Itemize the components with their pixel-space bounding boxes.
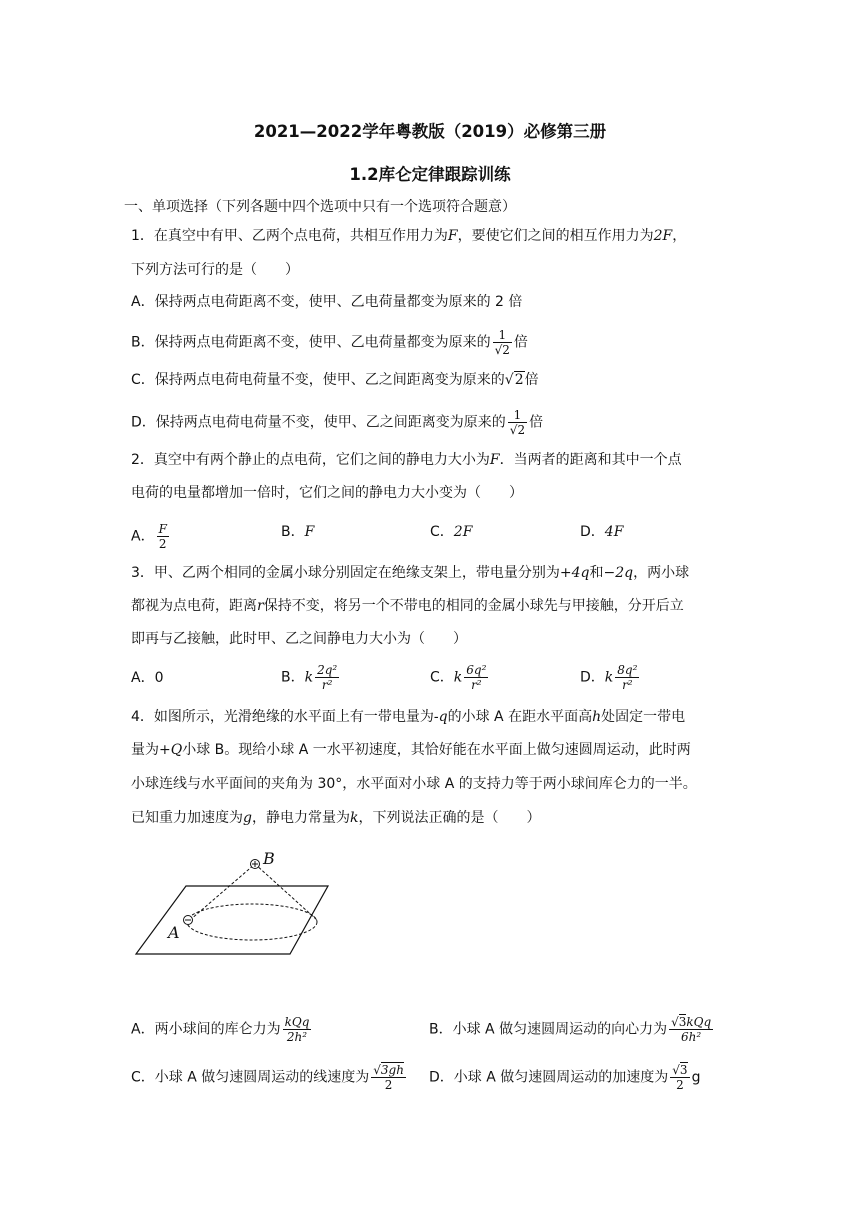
q2-option-a[interactable]: A． $\frac{F}{2}$: [131, 522, 167, 551]
fraction: $\frac{\text{2q²}}{\text{r²}}$: [317, 663, 338, 692]
q2-stem-line1: 2．真空中有两个静止的点电荷，它们之间的静电力大小为F．当两者的距离和其中一个点: [131, 452, 682, 468]
document-title: 2021—2022学年粤教版（2019）必修第三册: [253, 122, 607, 141]
physics-diagram: [128, 846, 338, 958]
q1-option-b[interactable]: B．保持两点电荷距离不变，使甲、乙电荷量都变为原来的 $\frac{1}{√2}$ 倍: [131, 328, 528, 357]
fraction: $\frac{F}{2}$: [158, 522, 167, 551]
q4-option-c[interactable]: C．小球 A 做匀速圆周运动的线速度为 $\frac{√3gh}{2}$: [131, 1063, 404, 1092]
q4-stem-line2: 量为+Q小球 B。现给小球 A 一水平初速度，其恰好能在水平面上做匀速圆周运动，此时两: [131, 742, 691, 758]
fraction: $\frac{√3gh}{2}$: [373, 1063, 404, 1092]
q2-option-c[interactable]: C．2F: [430, 524, 473, 540]
square-root: √2: [504, 372, 524, 388]
q4-option-d[interactable]: D．小球 A 做匀速圆周运动的加速度为 $\frac{√3}{2}$ g: [429, 1063, 701, 1092]
circular-path: [187, 904, 317, 940]
q4-option-b[interactable]: B．小球 A 做匀速圆周运动的向心力为 $\frac{\text{√3kQq}}{\text{6h²}}$: [429, 1015, 712, 1044]
fraction: $\frac{\text{kQq}}{\text{2h²}}$: [284, 1015, 310, 1044]
document-subtitle: 1.2库仑定律跟踪训练: [349, 165, 511, 184]
dashed-line-a: [190, 864, 255, 920]
fraction: $\frac{\text{√3kQq}}{\text{6h²}}$: [671, 1015, 712, 1044]
q1-option-c[interactable]: C．保持两点电荷电荷量不变，使甲、乙之间距离变为原来的√2倍: [131, 372, 539, 388]
horizontal-plane: [136, 886, 328, 954]
q4-stem-line1: 4．如图所示，光滑绝缘的水平面上有一带电量为-q的小球 A 在距水平面高h处固定一带电: [131, 709, 686, 725]
q1-stem-line2: 下列方法可行的是（ ）: [131, 262, 299, 278]
q3-option-a[interactable]: A．0: [131, 670, 164, 686]
fraction: $\frac{\text{6q²}}{\text{r²}}$: [466, 663, 487, 692]
dashed-line-b: [255, 864, 317, 920]
q2-option-b[interactable]: B．F: [281, 524, 315, 540]
q2-stem-line2: 电荷的电量都增加一倍时，它们之间的静电力大小变为（ ）: [131, 485, 523, 501]
q4-option-a[interactable]: A．两小球间的库仑力为 $\frac{\text{kQq}}{\text{2h²}}$: [131, 1015, 310, 1044]
label-a: A: [168, 923, 180, 942]
q3-option-d[interactable]: D．k $\frac{\text{8q²}}{\text{r²}}$: [580, 663, 638, 692]
fraction: $\frac{1}{√2}$: [494, 328, 510, 357]
q3-stem-line3: 即再与乙接触，此时甲、乙之间静电力大小为（ ）: [131, 631, 467, 647]
label-b: B: [263, 849, 275, 868]
q1-stem-line1: 1．在真空中有甲、乙两个点电荷，共相互作用力为F，要使它们之间的相互作用力为2F，: [131, 228, 687, 244]
section-heading: 一、单项选择（下列各题中四个选项中只有一个选项符合题意）: [124, 199, 516, 215]
q3-option-c[interactable]: C．k $\frac{\text{6q²}}{\text{r²}}$: [430, 663, 487, 692]
fraction: $\frac{√3}{2}$: [672, 1063, 688, 1092]
q4-stem-line3: 小球连线与水平面间的夹角为 30°，水平面对小球 A 的支持力等于两小球间库仑力的一半。: [131, 776, 697, 792]
q1-option-d[interactable]: D．保持两点电荷电荷量不变，使甲、乙之间距离变为原来的 $\frac{1}{√2}$ 倍: [131, 408, 544, 437]
q4-stem-line4: 已知重力加速度为g，静电力常量为k，下列说法正确的是（ ）: [131, 810, 541, 826]
fraction: $\frac{1}{√2}$: [509, 408, 526, 437]
q2-option-d[interactable]: D．4F: [580, 524, 624, 540]
q1-option-a[interactable]: A．保持两点电荷距离不变，使甲、乙电荷量都变为原来的 2 倍: [131, 294, 523, 310]
fraction: $\frac{\text{8q²}}{\text{r²}}$: [617, 663, 638, 692]
q3-stem-line2: 都视为点电荷，距离r保持不变，将另一个不带电的相同的金属小球先与甲接触，分开后立: [131, 598, 684, 614]
q3-option-b[interactable]: B．k $\frac{\text{2q²}}{\text{r²}}$: [281, 663, 338, 692]
q3-stem-line1: 3．甲、乙两个相同的金属小球分别固定在绝缘支架上，带电量分别为+4q和−2q，两小球: [131, 565, 690, 581]
